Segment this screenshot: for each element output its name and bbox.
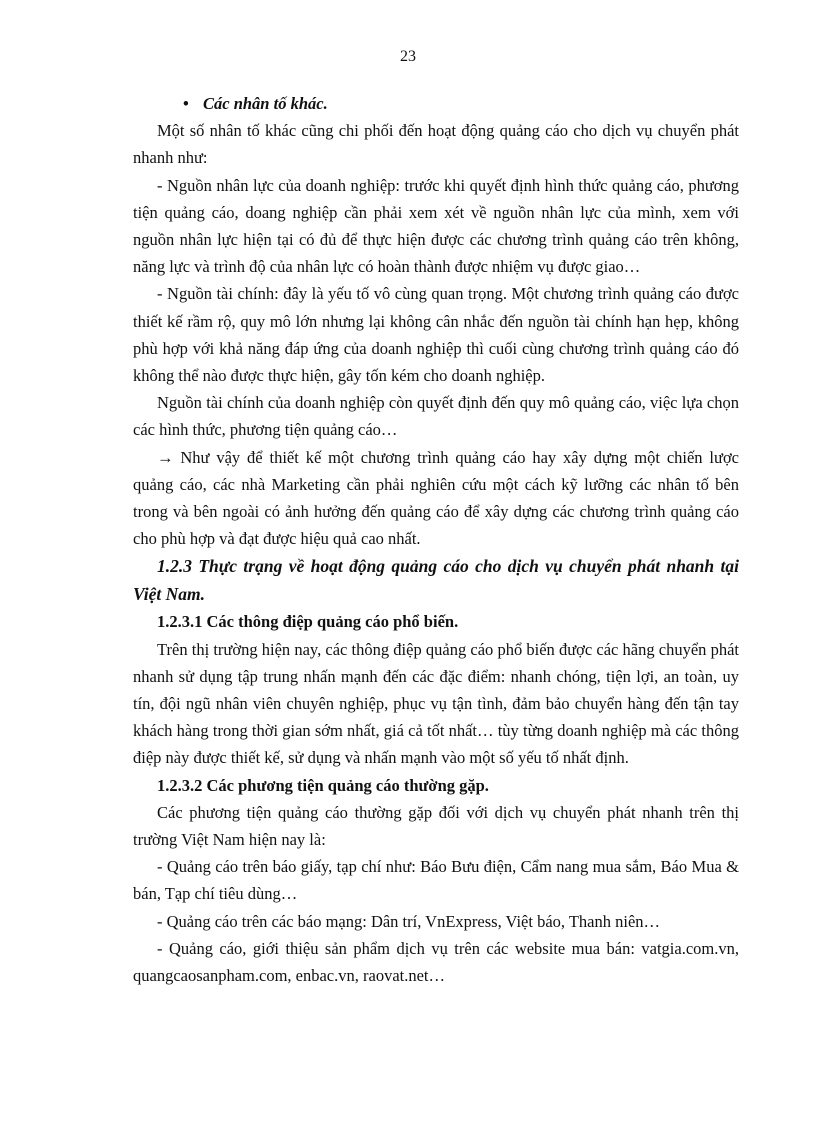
bullet-heading [133,90,739,117]
section-heading: 1.2.3 Thực trạng về hoạt động quảng cáo cho dịch vụ chuyển phát nhanh tại Việt Nam. [133,556,739,605]
paragraph: Trên thị trường hiện nay, các thông điệp quảng cáo phổ biến được các hãng chuyển phát nhanh sử dụng tập trung nhấn mạnh đến các đặc điểm: nhanh chóng, tiện lợi, an toàn, uy tín, đội ngũ nhân viên chuyên nghiệp, phục vụ tận tình, đảm bảo chuyển hàng đến tận tay khách hàng trong thời gian sớm nhất, giá cả tốt nhất… tùy từng doanh nghiệp mà các thông điệp này được thiết kế, sử dụng và nhấn mạnh vào một số yếu tố nhất định. [133,639,739,768]
paragraph: Nguồn tài chính của doanh nghiệp còn quyết định đến quy mô quảng cáo, việc lựa chọn các hình thức, phương tiện quảng cáo… [133,393,739,440]
paragraph: Các phương tiện quảng cáo thường gặp đối với dịch vụ chuyển phát nhanh trên thị trường Việt Nam hiện nay là: [133,802,739,850]
subsection-heading: 1.2.3.2 Các phương tiện quảng cáo thường gặp. [157,775,489,795]
page-number: 23 [400,48,416,65]
subsection-heading: 1.2.3.1 Các thông điệp quảng cáo phổ biến. [157,612,459,632]
paragraph: - Nguồn nhân lực của doanh nghiệp: trước khi quyết định hình thức quảng cáo, phương tiện quảng cáo, doang nghiệp cần phải xem xét về nguồn nhân lực của mình, xem với nguồn nhân lực hiện tại có đủ để thực hiện được các chương trình quảng cáo trên không, năng lực và trình độ của nhân lực có hoàn thành được nhiệm vụ được giao… [133,175,739,277]
paragraph: - Quảng cáo trên báo giấy, tạp chí như: Báo Bưu điện, Cẩm nang mua sắm, Báo Mua & bán, Tạp chí tiêu dùng… [133,857,739,904]
paragraph: → Như vậy để thiết kế một chương trình quảng cáo hay xây dựng một chiến lược quảng cáo, các nhà Marketing cần phải nghiên cứu một cách kỹ lưỡng các nhân tố bên trong và bên ngoài có ảnh hưởng đến quảng cáo để xây dựng các chương trình quảng cáo cho phù hợp và đạt được hiệu quả cao nhất. [133,447,739,549]
page-body [133,90,739,989]
bullet-heading-text: Các nhân tố khác. [203,94,328,113]
paragraph: - Quảng cáo trên các báo mạng: Dân trí, VnExpress, Việt báo, Thanh niên… [157,911,661,931]
paragraph: - Nguồn tài chính: đây là yếu tố vô cùng quan trọng. Một chương trình quảng cáo được thiết kế rầm rộ, quy mô lớn nhưng lại không cân nhắc đến nguồn tài chính hạn hẹp, không phù hợp với khả năng đáp ứng của doanh nghiệp thì cuối cùng chương trình quảng cáo đó không thể nào được thực hiện, gây tốn kém cho doanh nghiệp. [133,284,739,386]
paragraph: - Quảng cáo, giới thiệu sản phẩm dịch vụ trên các website mua bán: vatgia.com.vn, quangcaosanpham.com, enbac.vn, raovat.net… [133,938,739,986]
bullet-marker: • [183,94,189,113]
paragraph: Một số nhân tố khác cũng chi phối đến hoạt động quảng cáo cho dịch vụ chuyển phát nhanh như: [133,121,739,168]
